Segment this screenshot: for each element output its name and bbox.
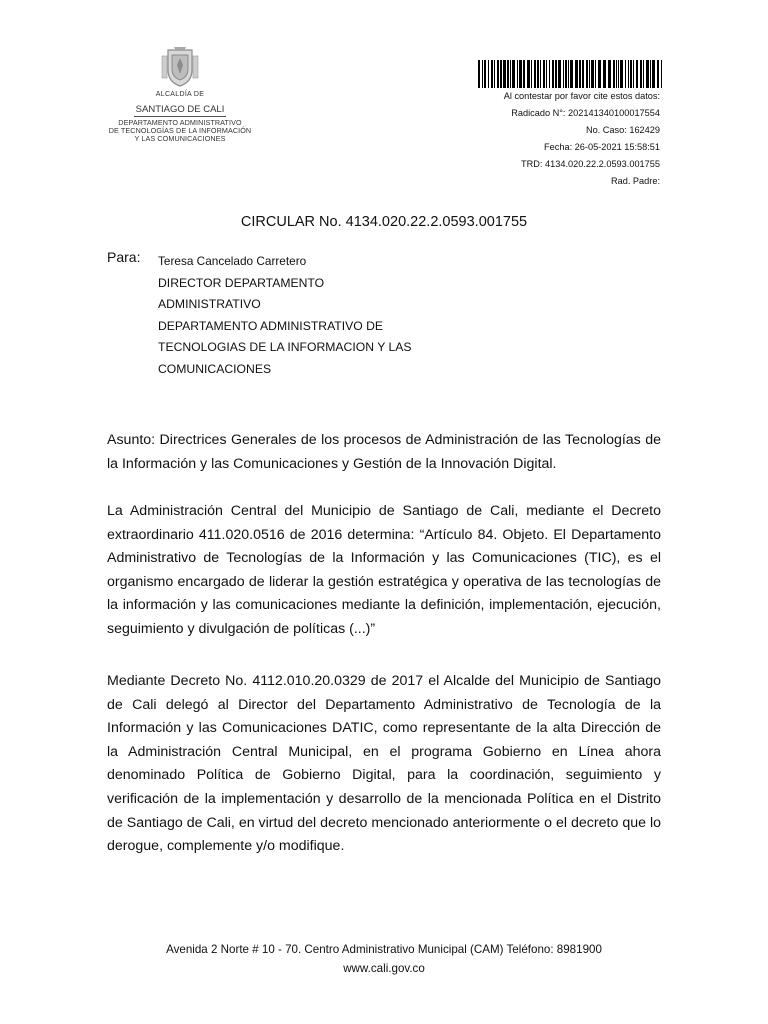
body-paragraph-2: Mediante Decreto No. 4112.010.20.0329 de 2017 el Alcalde del Municipio de Santiago de Cali delegó al Director del Departamento Administrativo de Tecnología de la Información y las Comunicaciones DATIC, como representante de la alta Dirección de la Administración Central Municipal, en el programa Gobierno en Línea ahora denominado Política de Gobierno Digital, para la coordinación, seguimiento y verificación de la implementación y desarrollo de la mencionada Política en el Distrito de Santiago de Cali, en virtud del decreto mencionado anteriormente o el decreto que lo derogue, complemente y/o modifique. <box>107 673 661 855</box>
para-label: Para: <box>107 249 141 265</box>
footer-address: Avenida 2 Norte # 10 - 70. Centro Administrativo Municipal (CAM) Teléfono: 8981900 <box>166 943 602 956</box>
barcode-icon <box>478 60 662 90</box>
date-stamp: Fecha: 26-05-2021 15:58:51 <box>544 142 660 152</box>
circular-title: CIRCULAR No. 4134.020.22.2.0593.001755 <box>240 214 528 230</box>
logo-line-alcaldia: ALCALDÍA DE <box>155 91 205 98</box>
body-paragraph-1: La Administración Central del Municipio de Santiago de Cali, mediante el Decreto extraordinario 411.020.0516 de 2016 determina: “Artículo 84. Objeto. El Departamento Administrativo de Tecnologías de la Información y las Comunicaciones (TIC), es el organismo encargado de liderar la gestión estratégica y operativa de las tecnologías de la información y las comunicaciones mediante la definición, implementación, ejecución, seguimiento y divulgación de políticas (...)” <box>107 503 661 637</box>
recipient-line: COMUNICACIONES <box>158 361 272 376</box>
rad-padre: Rad. Padre: <box>610 176 660 186</box>
radicado-notice: Al contestar por favor cite estos datos: <box>503 91 660 101</box>
footer-website[interactable]: www.cali.gov.co <box>343 962 425 975</box>
recipient-block <box>158 251 412 380</box>
recipient-name: Teresa Cancelado Carretero <box>158 254 307 268</box>
recipient-line: DEPARTAMENTO ADMINISTRATIVO DE <box>158 318 384 333</box>
page-footer <box>0 940 768 978</box>
logo-dept-line: Y LAS COMUNICACIONES <box>134 134 226 144</box>
case-number: No. Caso: 162429 <box>585 125 660 135</box>
recipient-line: ADMINISTRATIVO <box>158 297 261 311</box>
coat-of-arms-icon <box>160 46 200 88</box>
logo-dept-line: DEPARTAMENTO ADMINISTRATIVO <box>118 118 242 127</box>
recipient-line: TECNOLOGIAS DE LA INFORMACION Y LAS <box>158 340 412 354</box>
logo-line-santiago: SANTIAGO DE CALI <box>135 104 225 115</box>
radicado-info <box>504 88 660 190</box>
recipient-line: DIRECTOR DEPARTAMENTO <box>158 275 325 290</box>
radicado-number: Radicado N°: 202141340100017554 <box>511 108 660 118</box>
subject-paragraph: Asunto: Directrices Generales de los procesos de Administración de las Tecnologías de la Información y las Comunicaciones y Gestión de la Innovación Digital. <box>107 432 661 472</box>
logo-dept-line: DE TECNOLOGÍAS DE LA INFORMACIÓN <box>108 126 252 136</box>
alcaldia-logo <box>100 46 260 144</box>
logo-department <box>100 119 260 144</box>
trd-code: TRD: 4134.020.22.2.0593.001755 <box>521 159 660 169</box>
